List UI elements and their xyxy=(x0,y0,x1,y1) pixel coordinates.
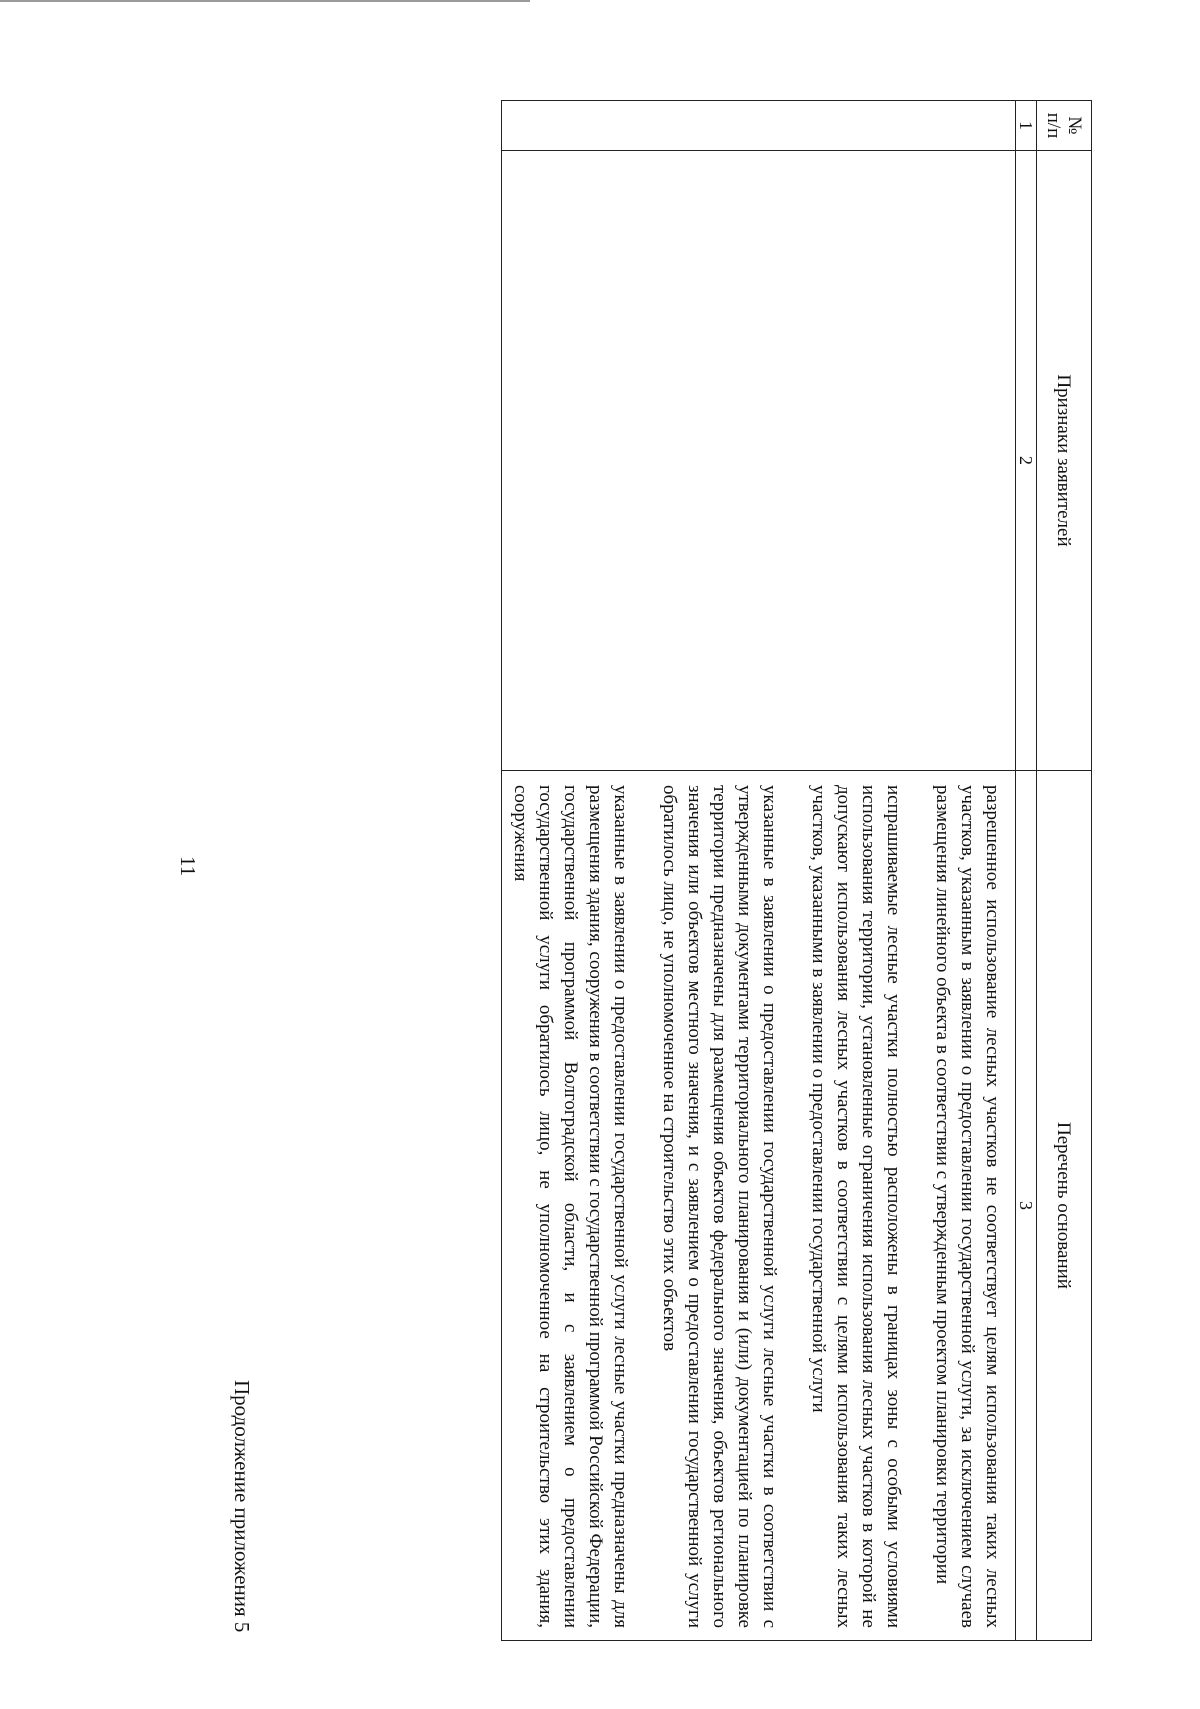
table-header-row xyxy=(1037,101,1092,1641)
continuation-label: Продолжение приложения 5 xyxy=(230,1380,254,1633)
row-applicant-cell xyxy=(502,151,1016,771)
row-number-cell xyxy=(502,101,1016,151)
table-row xyxy=(502,101,1016,1641)
grounds-table xyxy=(501,100,1092,1641)
column-number-3: 3 xyxy=(1016,771,1037,1641)
column-number-1: 1 xyxy=(1016,101,1037,151)
scan-edge-line xyxy=(0,0,530,2)
ground-item: указанные в заявлении о предоставлении государственной услуги лесные участки предназначены для размещения здания, сооружения в соответствии с государственной программой Российской Федерации, государственной программой Волгоградской области, и с заявлением о предоставлении государственной услуги обратилось лицо, не уполномоченное на строительство этих здания, сооружения xyxy=(510,785,631,1628)
header-applicant-features: Признаки заявителей xyxy=(1037,151,1092,771)
ground-item: указанные в заявлении о предоставлении государственной услуги лесные участки в соответствии с утвержденными документами территориального планирования и (или) документацией по планировке территории предназначены для размещения объектов федерального значения, объектов регионального значения или объектов местного значения, и с заявлением о предоставлении государственной услуги обратилось лицо, не уполномоченное на строительство этих объектов xyxy=(659,785,780,1628)
header-number: № п/п xyxy=(1037,101,1092,151)
page-number: 11 xyxy=(176,856,200,877)
column-number-2: 2 xyxy=(1016,151,1037,771)
ground-item: испрашиваемые лесные участки полностью расположены в границах зоны с особыми условиями использования территории, установленные ограничения использования лесных участков в которой не допускают использования лесных участков в соответствии с целями использования таких лесных участков, указанными в заявлении о предоставлении государственной услуги xyxy=(808,785,904,1628)
grounds-table-container xyxy=(249,100,1092,1640)
column-number-row xyxy=(1016,101,1037,1641)
row-grounds-cell xyxy=(502,771,1016,1641)
header-grounds-list: Перечень оснований xyxy=(1037,771,1092,1641)
landscape-page xyxy=(92,44,1092,1644)
ground-item: разрешенное использование лесных участков не соответствует целям использования таких лесных участков, указанным в заявлении о предоставлении государственной услуги, за исключением случаев размещения линейного объекта в соответствии с утвержденным проектом планировки территории xyxy=(932,785,1003,1628)
